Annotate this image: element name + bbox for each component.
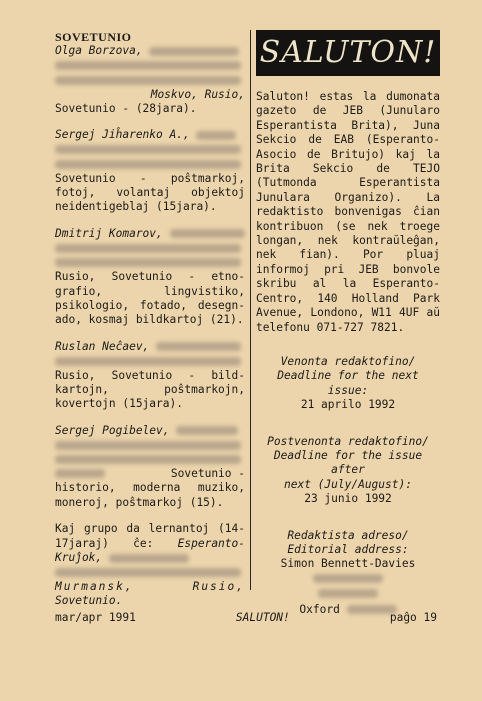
redacted-address xyxy=(55,568,241,577)
pen-pal-city: Moskvo, Rusio, xyxy=(150,87,245,101)
redacted-address xyxy=(313,574,383,583)
column-divider xyxy=(250,30,251,590)
redacted-address xyxy=(170,229,245,238)
redacted-address xyxy=(55,357,241,366)
redacted-address xyxy=(176,426,238,435)
page-footer xyxy=(55,611,437,624)
deadline-next xyxy=(256,355,440,413)
redacted-address xyxy=(55,455,241,464)
pen-pal-entry xyxy=(55,522,245,608)
redacted-address xyxy=(149,47,239,56)
editor-name: Simon Bennett-Davies xyxy=(280,557,416,571)
deadline-label-eo: Postvenonta redaktofino/ xyxy=(267,434,429,448)
redacted-address xyxy=(55,244,241,253)
deadline-label-eo: Venonta redaktofino/ xyxy=(280,354,416,368)
editor-city: Oxford xyxy=(299,602,340,616)
redacted-address xyxy=(55,145,241,154)
editorial-address xyxy=(256,529,440,617)
pen-pal-entry xyxy=(55,424,245,510)
redacted-address xyxy=(156,342,241,351)
info-column xyxy=(256,30,440,639)
deadline-label-en-cont: next (July/August): xyxy=(284,477,412,491)
magazine-title: SALUTON! xyxy=(235,611,290,624)
group-country: Sovetunio. xyxy=(55,594,123,608)
pen-pal-entry xyxy=(55,128,245,214)
pen-pal-name: Sergej Pogibelev, xyxy=(55,423,170,437)
saluton-banner-logo: SALUTON! xyxy=(256,30,440,76)
deadline-date: 23 junio 1992 xyxy=(304,492,392,506)
redacted-address xyxy=(55,160,241,169)
redacted-address xyxy=(109,554,189,563)
issue-date: mar/apr 1991 xyxy=(55,611,136,624)
address-label-eo: Redaktista adreso/ xyxy=(287,528,409,542)
pen-pal-details: Sovetunio - poŝtmarkoj, fotoj, volantaj objektoj neidentigeblaj (15jara). xyxy=(55,171,245,214)
redacted-address xyxy=(55,469,105,478)
group-place: Esperanto-Kruĵok, xyxy=(55,536,245,564)
pen-pal-details: historio, moderna muziko, moneroj, poŝtmarkoj (15). xyxy=(55,481,245,509)
deadline-label-en: Deadline for the next issue: xyxy=(277,369,419,397)
deadline-date: 21 aprilo 1992 xyxy=(300,398,396,412)
pen-pal-details: Rusio, Sovetunio - etno-grafio, lingvistiko, psikologio, fotado, desegn-ado, kosmaj bildkartoj (21). xyxy=(55,270,245,327)
redacted-address xyxy=(196,131,236,140)
pen-pal-details: Sovetunio - (28jara). xyxy=(55,102,197,116)
redacted-address xyxy=(55,258,241,267)
pen-pal-name: Olga Borzova, xyxy=(55,44,143,58)
address-label-en: Editorial address: xyxy=(287,542,409,556)
pen-pal-entry xyxy=(55,227,245,328)
deadline-after-next xyxy=(256,435,440,507)
pen-pal-column xyxy=(55,30,245,621)
page-number: paĝo 19 xyxy=(389,611,437,624)
pen-pal-name: Ruslan Neĉaev, xyxy=(55,339,150,353)
deadline-label-en: Deadline for the issue after xyxy=(273,448,423,477)
pen-pal-name: Dmitrij Komarov, xyxy=(55,226,163,240)
pen-pal-name: Sergej Jiĥarenko A., xyxy=(55,128,190,142)
country-heading: SOVETUNIO xyxy=(55,30,132,44)
pen-pal-entry xyxy=(55,30,245,116)
magazine-intro: Saluton! estas la dumonata gazeto de JEB (Junularo Esperantista Brita), Juna Sekcio de EAB (Esperanto-Asocio de Britujo) kaj la Brita Sekcio de TEJO (Tutmonda Esperantista Junulara Organizo). La redaktisto bonvenigas ĉian kontribuon (se nek troege longan, nek kontraŭleĝan, nek fian). Por pluaj informoj pri JEB bonvole skribu al la Esperanto-Centro, 140 Holland Park Avenue, Londono, W11 4UF aŭ telefonu 071-727 7821. xyxy=(256,90,440,334)
redacted-address xyxy=(55,76,241,85)
group-city: Murmansk, xyxy=(55,579,134,593)
redacted-address xyxy=(318,589,378,598)
pen-pal-country: Sovetunio - xyxy=(170,466,245,480)
redacted-address xyxy=(55,61,241,70)
pen-pal-entry xyxy=(55,340,245,412)
group-description: Kaj grupo da lernantoj (14-17jaraj) ĉe: xyxy=(55,522,245,550)
redacted-address xyxy=(55,441,241,450)
pen-pal-details: Rusio, Sovetunio - bild-kartojn, poŝtmarkojn, kovertojn (15jara). xyxy=(55,368,245,411)
group-region: Rusio, xyxy=(192,579,245,593)
